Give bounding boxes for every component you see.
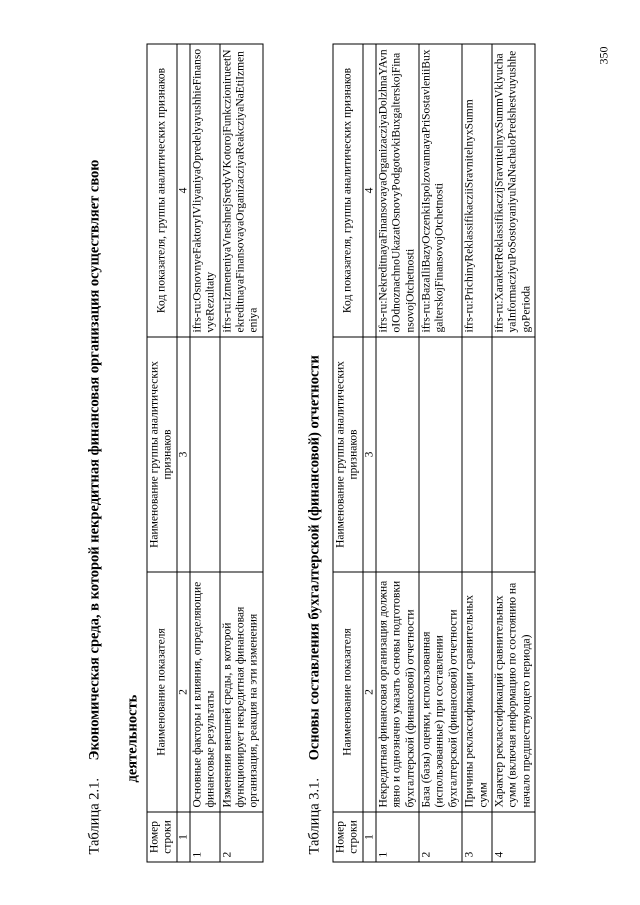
table2-header-code: Код показателя, группы аналитических признаков — [333, 44, 363, 337]
table-row — [462, 44, 492, 862]
table2-colnum: 2 — [363, 572, 376, 812]
table2-caption — [306, 355, 324, 854]
table2-column-numbers — [363, 44, 376, 862]
row-code: ifrs-ru:OsnovnyeFaktoryIVliyaniyaOpredelyayushhieFinansovyeRezultaty — [190, 44, 220, 337]
table1-title-continued: деятельность — [124, 694, 141, 783]
table-row — [419, 44, 462, 862]
table-row — [190, 44, 220, 862]
row-name: Характер реклассификаций сравнительных сумм (включая информацию по состоянию на начало предшествующего периода) — [492, 572, 535, 812]
table2-number: Таблица 3.1. — [306, 777, 323, 855]
table1-colnum: 1 — [177, 812, 190, 862]
row-group — [376, 337, 419, 572]
row-code: ifrs-ru:NekreditnayaFinansovayaOrganizacziyaDolzhnaYAvnoIOdnoznachnoUkazatOsnovyPodgotovkiBuxgalterskojFinansovojOtchetnosti — [376, 44, 419, 337]
table1-caption — [86, 160, 104, 855]
table1-header-num: Номер строки — [147, 812, 177, 862]
table1-header-group: Наименование группы аналитических признаков — [147, 337, 177, 572]
table1 — [147, 44, 264, 863]
table2-header-num: Номер строки — [333, 812, 363, 862]
row-group — [492, 337, 535, 572]
row-code: ifrs-ru:PrichinyReklassifikacziiSravnitelnyxSumm — [462, 44, 492, 337]
row-number: 2 — [220, 812, 263, 862]
table2-colnum: 3 — [363, 337, 376, 572]
table1-header-row — [147, 44, 177, 862]
row-number: 2 — [419, 812, 462, 862]
row-name: Некредитная финансовая организация должна явно и однозначно указать основы подготовки бухгалтерской (финансовой) отчетности — [376, 572, 419, 812]
table-row — [220, 44, 263, 862]
table2 — [333, 44, 536, 863]
row-group — [462, 337, 492, 572]
row-name: Изменения внешней среды, в которой функционирует некредитная финансовая организация, реакция на эти изменения — [220, 572, 263, 812]
table1-title: Экономическая среда, в которой некредитная финансовая организация осуществляет свою — [86, 159, 103, 761]
row-group — [190, 337, 220, 572]
row-code: ifrs-ru:XarakterReklassifikaczijSravnitelnyxSummVklyuchayaInformacziyuPoSostoyaniyuNaNachaloPredshestvuyushhegoPerioda — [492, 44, 535, 337]
table1-colnum: 3 — [177, 337, 190, 572]
table1-colnum: 4 — [177, 44, 190, 337]
row-group — [419, 337, 462, 572]
table2-header-group: Наименование группы аналитических признаков — [333, 337, 363, 572]
table2-colnum: 1 — [363, 812, 376, 862]
row-number: 1 — [376, 812, 419, 862]
table1-number: Таблица 2.1. — [86, 777, 103, 855]
page-number: 350 — [596, 46, 611, 65]
table2-header-row — [333, 44, 363, 862]
row-number: 3 — [462, 812, 492, 862]
row-name: Причины реклассификации сравнительных сумм — [462, 572, 492, 812]
row-number: 4 — [492, 812, 535, 862]
table-row — [376, 44, 419, 862]
table2-colnum: 4 — [363, 44, 376, 337]
row-number: 1 — [190, 812, 220, 862]
row-code: ifrs-ru:IzmeneniyaVneshnejSredyVKotorojFunkczionirueetNekreditnayaFinansovayaOrganizacziyaReakcziyaNaEtiIzmeneniya — [220, 44, 263, 337]
table1-column-numbers — [177, 44, 190, 862]
table1-colnum: 2 — [177, 572, 190, 812]
rotated-document-page — [1, 0, 640, 905]
row-name: Основные факторы и влияния, определяющие финансовые результаты — [190, 572, 220, 812]
row-code: ifrs-ru:BazaIliBazyOczenkiIspolzovannayaPriSostavleniiBuxgalterskojFinansovojOtchetnosti — [419, 44, 462, 337]
table1-header-code: Код показателя, группы аналитических признаков — [147, 44, 177, 337]
table1-header-name: Наименование показателя — [147, 572, 177, 812]
table2-title: Основы составления бухгалтерской (финансовой) отчетности — [306, 355, 323, 761]
table2-header-name: Наименование показателя — [333, 572, 363, 812]
row-name: База (базы) оценки, использованная (использованные) при составлении бухгалтерской (финансовой) отчетности — [419, 572, 462, 812]
row-group — [220, 337, 263, 572]
table-row — [492, 44, 535, 862]
